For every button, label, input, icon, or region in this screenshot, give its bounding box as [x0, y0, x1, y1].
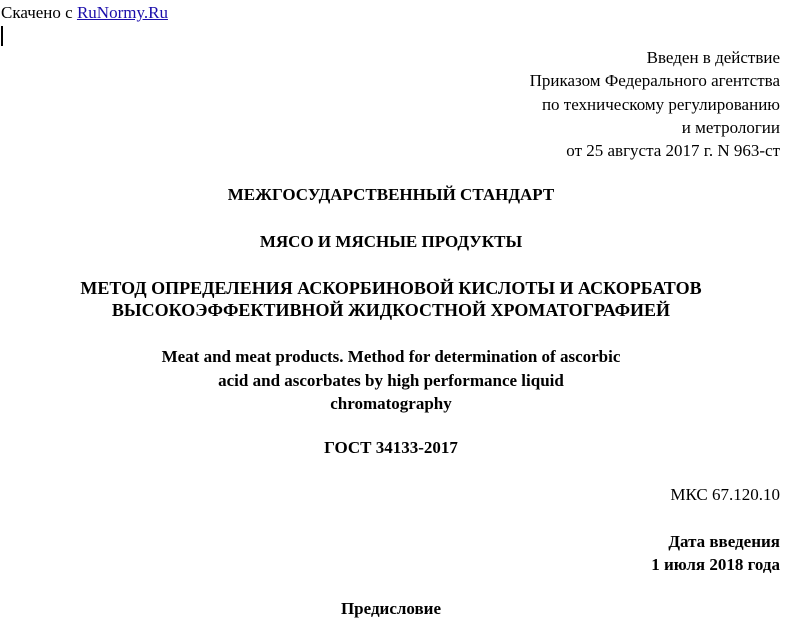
gost-number: ГОСТ 34133-2017 — [324, 438, 458, 457]
english-title-line: acid and ascorbates by high performance liquid — [218, 370, 564, 390]
mks-code: МКС 67.120.10 — [670, 485, 780, 504]
download-source-line — [1, 3, 168, 23]
english-title — [0, 345, 782, 416]
english-title-line: Meat and meat products. Method for determination of ascorbic — [161, 347, 621, 366]
enactment-note — [530, 46, 780, 162]
enactment-line: по техническому регулированию — [541, 94, 780, 114]
foreword-heading: Предисловие — [340, 599, 442, 618]
english-title-line: chromatography — [330, 394, 452, 413]
introduction-date-label: Дата введения — [668, 532, 780, 551]
enactment-line: Введен в действие — [646, 48, 780, 67]
enactment-line: и метрологии — [681, 117, 780, 137]
russian-title-line: МЕТОД ОПРЕДЕЛЕНИЯ АСКОРБИНОВОЙ КИСЛОТЫ И АСКОРБАТОВ — [80, 278, 702, 298]
subject-heading: МЯСО И МЯСНЫЕ ПРОДУКТЫ — [259, 232, 523, 251]
enactment-line: от 25 августа 2017 г. N 963-ст — [566, 141, 780, 161]
russian-title-line: ВЫСОКОЭФФЕКТИВНОЙ ЖИДКОСТНОЙ ХРОМАТОГРАФИЕЙ — [111, 300, 671, 320]
introduction-date — [651, 530, 780, 576]
standard-type-heading: МЕЖГОСУДАРСТВЕННЫЙ СТАНДАРТ — [227, 185, 555, 204]
source-link[interactable]: RuNormy.Ru — [76, 3, 168, 22]
russian-title — [0, 277, 782, 321]
download-prefix: Скачено с — [1, 3, 73, 22]
introduction-date-value: 1 июля 2018 года — [651, 555, 780, 574]
enactment-line: Приказом Федерального агентства — [529, 71, 780, 91]
text-cursor — [1, 26, 3, 46]
